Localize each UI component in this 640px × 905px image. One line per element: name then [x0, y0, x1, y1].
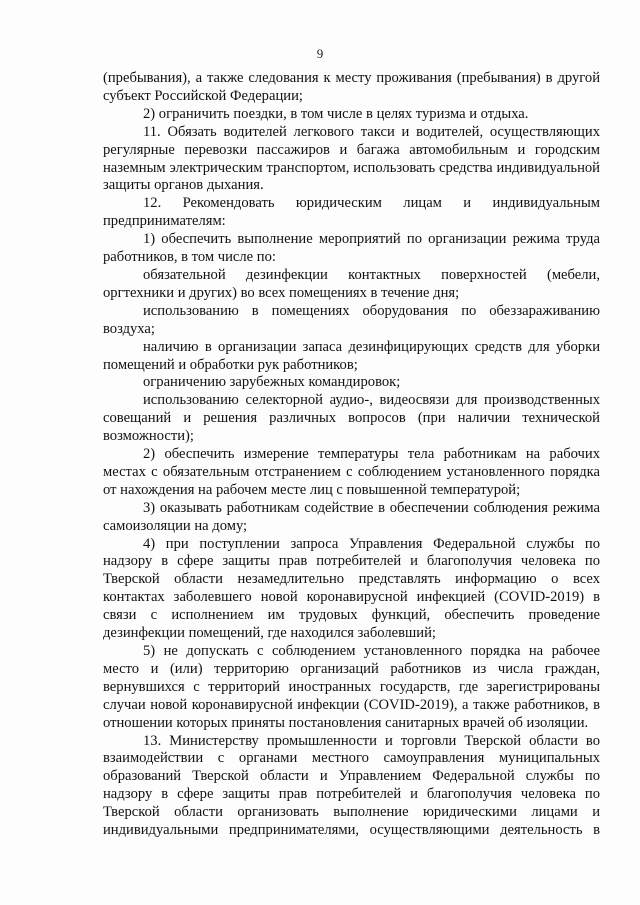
paragraph: использованию селекторной аудио-, видеосвязи для производственных совещаний и решения различных вопросов (при наличии технической возможности); — [103, 392, 600, 445]
paragraph: 12. Рекомендовать юридическим лицам и индивидуальным предпринимателям: — [103, 195, 600, 230]
paragraph: 2) ограничить поездки, в том числе в целях туризма и отдыха. — [143, 105, 529, 122]
paragraph: ограничению зарубежных командировок; — [143, 374, 401, 391]
paragraph: использованию в помещениях оборудования по обеззараживанию воздуха; — [103, 302, 600, 337]
paragraph: 3) оказывать работникам содействие в обеспечении соблюдения режима самоизоляции на дому; — [103, 499, 600, 534]
paragraph: (пребывания), а также следования к месту проживания (пребывания) в другой субъект Российской Федерации; — [103, 70, 600, 104]
paragraph: 2) обеспечить измерение температуры тела работникам на рабочих местах с обязательным отстранением с соблюдением установленного порядка от нахождения на рабочем месте лиц с повышенной температурой; — [103, 446, 600, 498]
paragraph: 1) обеспечить выполнение мероприятий по организации режима труда работников, в том числе по: — [103, 231, 600, 266]
paragraph: 5) не допускать с соблюдением установленного порядка на рабочее место и (или) территорию организаций работников из числа граждан, вернувшихся с территорий иностранных государств, где зарегистрированы случаи новой коронавирусной инфекции (COVID-2019), а также работников, в отношении которых приняты постановления санитарных врачей об изоляции. — [103, 643, 600, 731]
paragraph: 11. Обязать водителей легкового такси и водителей, осуществляющих регулярные перевозки пассажиров и багажа автомобильным и городским наземным электрическим транспортом, использовать средства индивидуальной защиты органов дыхания. — [103, 123, 600, 194]
body-text — [103, 70, 600, 840]
paragraph: 4) при поступлении запроса Управления Федеральной службы по надзору в сфере защиты прав потребителей и благополучия человека по Тверской области незамедлительно представлять информацию о всех контактах заболевшего новой коронавирусной инфекцией (COVID-2019) в связи с исполнением им трудовых функций, обеспечить проведение дезинфекции помещений, где находился заболевший; — [103, 535, 600, 642]
paragraph: наличию в организации запаса дезинфицирующих средств для уборки помещений и обработки рук работников; — [103, 338, 600, 373]
paragraph: 13. Министерству промышленности и торговли Тверской области во взаимодействии с органами местного самоуправления муниципальных образований Тверской области и Управлением Федеральной службы по надзору в сфере защиты прав потребителей и благополучия человека по Тверской области организовать выполнение юридическими лицами и индивидуальными предпринимателями, осуществляющими деятельность в — [103, 732, 600, 839]
paragraph: обязательной дезинфекции контактных поверхностей (мебели, оргтехники и других) во всех помещениях в течение дня; — [103, 266, 600, 301]
page-number: 9 — [316, 46, 324, 61]
